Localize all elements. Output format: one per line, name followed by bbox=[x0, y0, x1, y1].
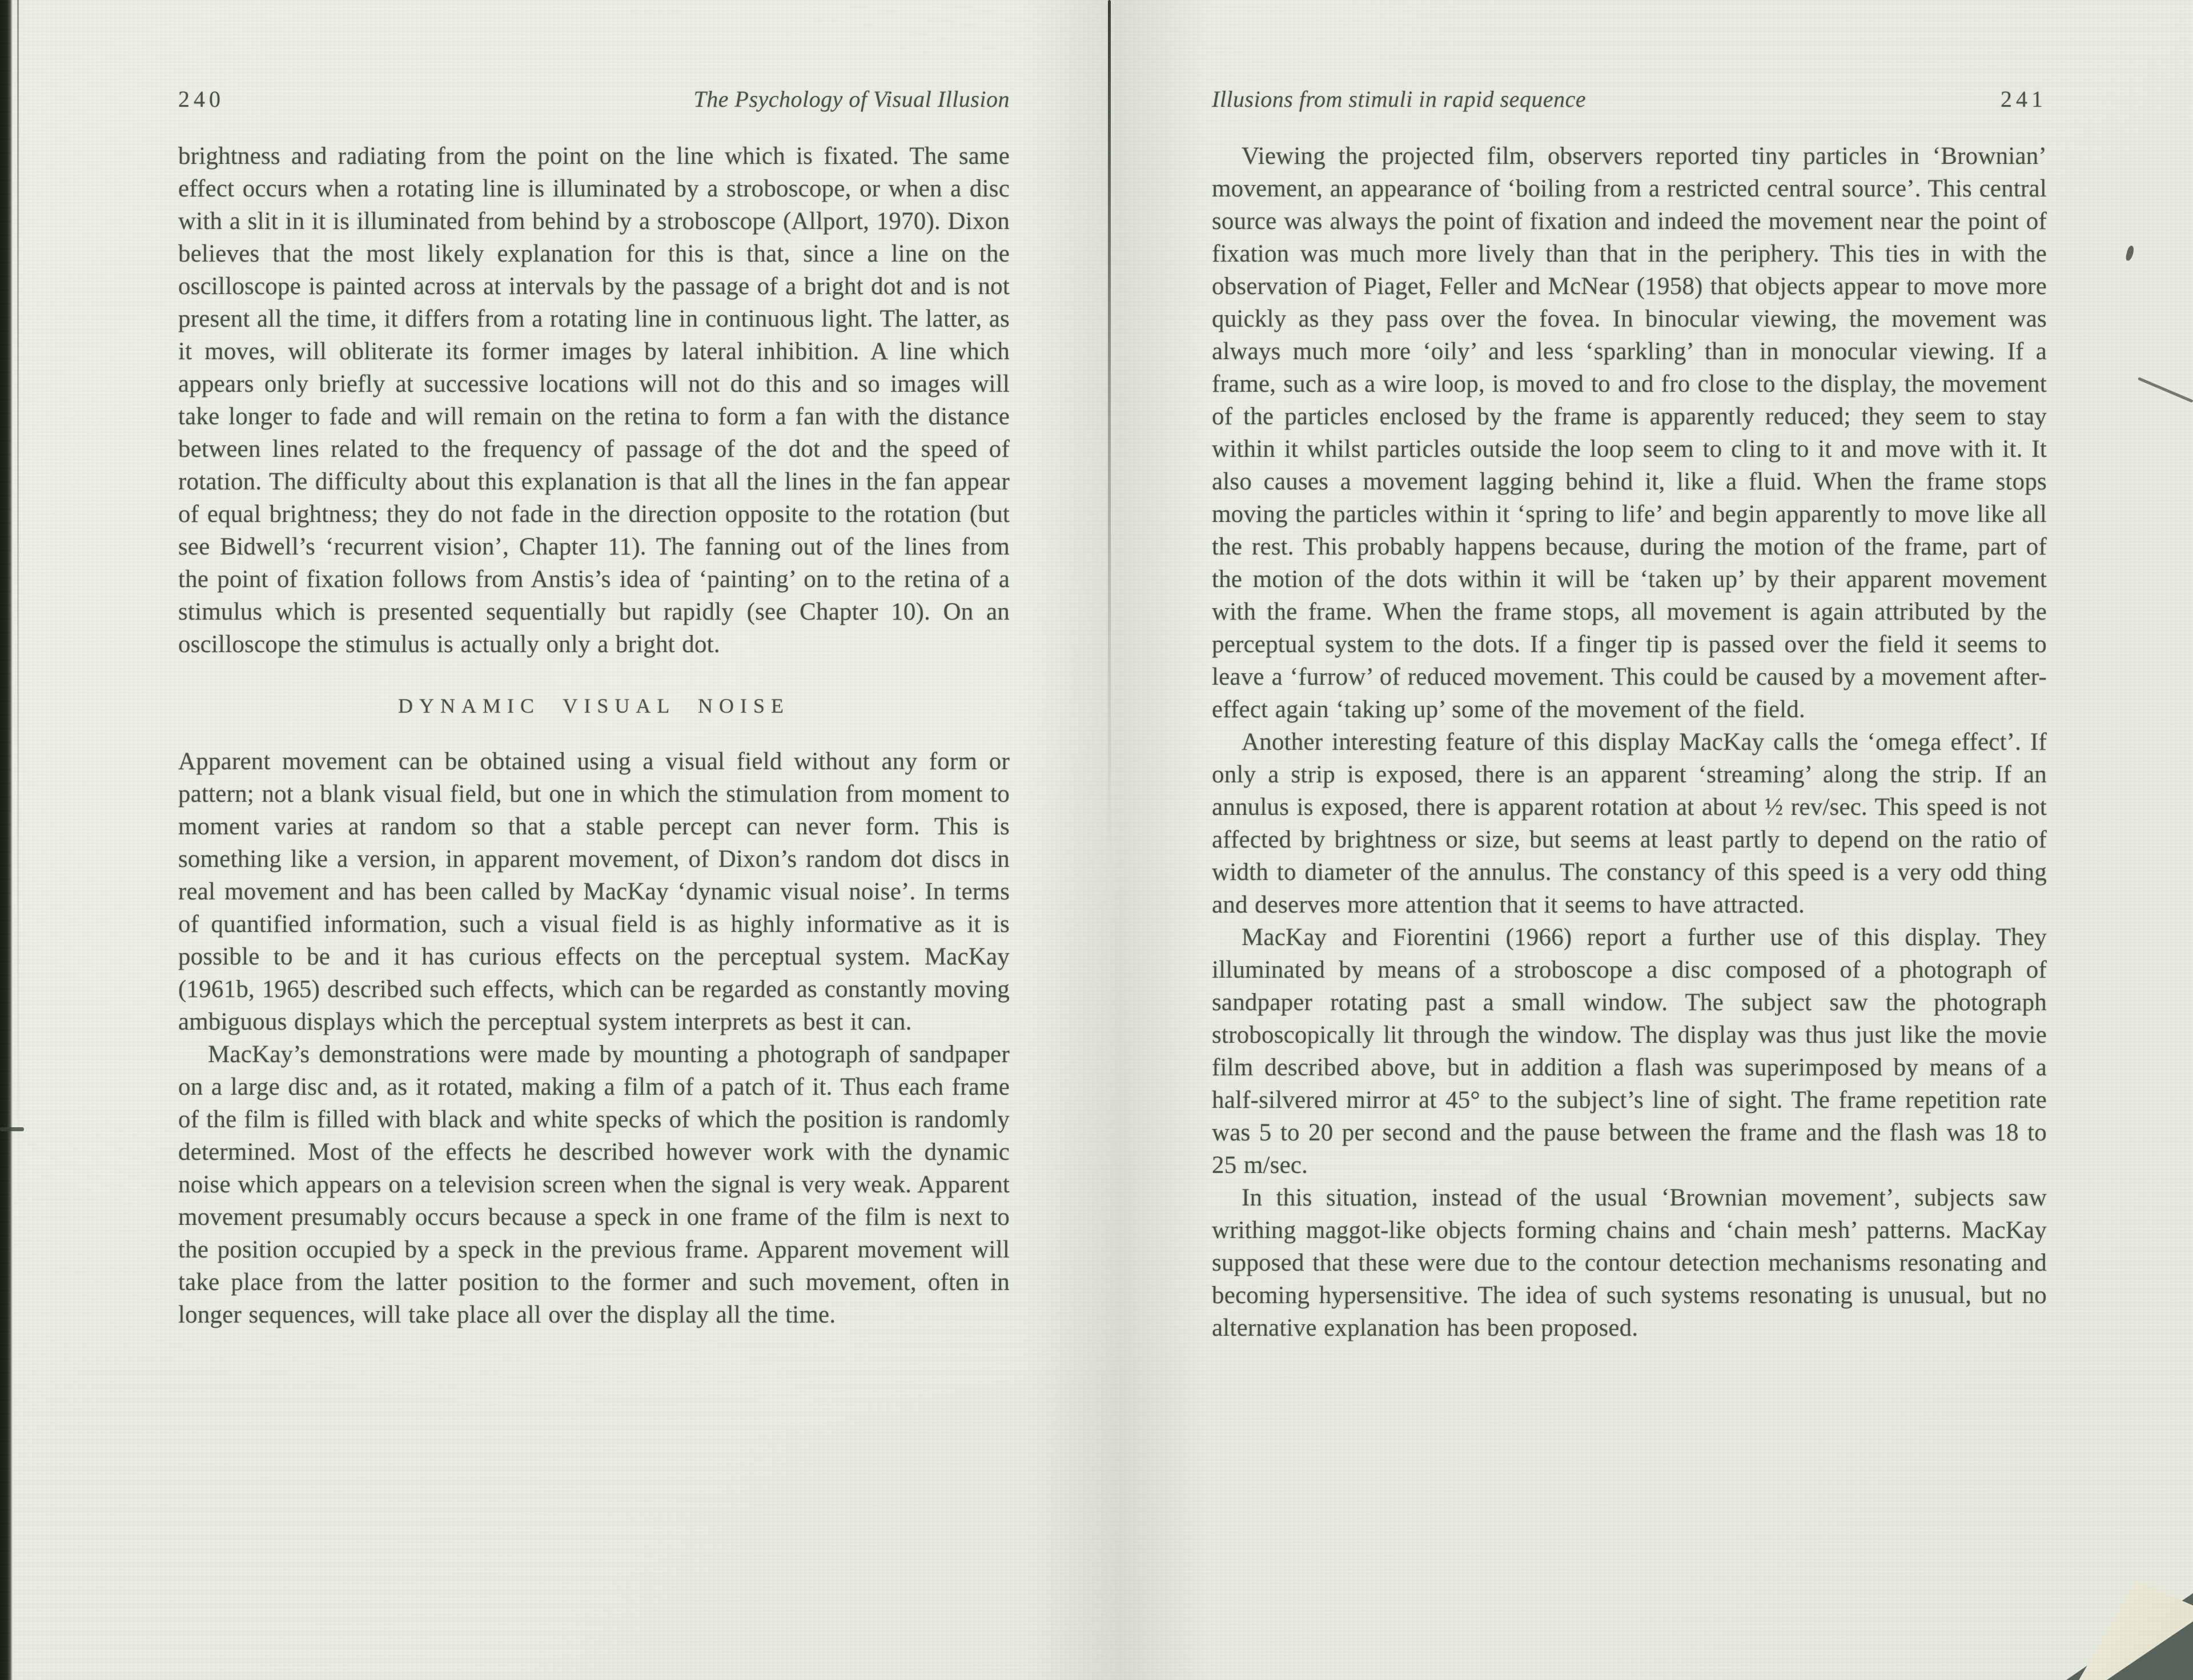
spine-crease-line bbox=[1108, 0, 1111, 868]
right-page-header bbox=[1212, 86, 2047, 113]
paragraph: Another interesting feature of this display MacKay calls the ‘omega effect’. If only a strip is exposed, there is an apparent ‘streaming’ along the strip. If an annulus is exposed, there is apparent rotation at about ½ rev/sec. This speed is not affected by brightness or size, but seems at least partly to depend on the ratio of width to diameter of the annulus. The constancy of this speed is a very odd thing and deserves more attention that it seems to have attracted. bbox=[1212, 729, 2047, 918]
left-page-number: 240 bbox=[178, 86, 224, 112]
left-page-body bbox=[178, 140, 1010, 1331]
paragraph: MacKay’s demonstrations were made by mounting a photograph of sandpaper on a large disc and, as it rotated, making a film of a patch of it. Thus each frame of the film is filled with black and white specks of which the position is randomly determined. Most of the effects he described however work with the dynamic noise which appears on a television screen when the signal is very weak. Apparent movement presumably occurs because a speck in one frame of the film is next to the position occupied by a speck in the previous frame. Apparent movement will take place from the latter position to the former and such movement, often in longer sequences, will take place all over the display all the time. bbox=[178, 1041, 1010, 1328]
scan-mark-ink-fleck bbox=[2125, 245, 2135, 262]
section-heading: DYNAMIC VISUAL NOISE bbox=[397, 694, 790, 717]
right-running-head: Illusions from stimuli in rapid sequence bbox=[1212, 86, 1586, 112]
right-page bbox=[1212, 86, 2047, 1344]
left-running-head: The Psychology of Visual Illusion bbox=[693, 86, 1010, 112]
paragraph: Viewing the projected film, observers reported tiny particles in ‘Brownian’ movement, an appearance of ‘boiling from a restricted central source’. This central source was always the point of fixation and indeed the movement near the point of fixation was much more lively than that in the periphery. This ties in with the observation of Piaget, Feller and McNear (1958) that objects appear to move more quickly as they pass over the fovea. In binocular viewing, the movement was always much more ‘oily’ and less ‘sparkling’ than in monocular viewing. If a frame, such as a wire loop, is moved to and fro close to the display, the movement of the particles enclosed by the frame is apparently reduced; they seem to stay within it whilst particles outside the loop seem to cling to it and move with it. It also causes a movement lagging behind it, like a fluid. When the frame stops moving the particles within it ‘spring to life’ and begin apparently to move like all the rest. This probably happens because, during the motion of the frame, part of the motion of the dots within it will be ‘taken up’ by their apparent movement with the frame. When the frame stops, all movement is again attributed by the perceptual system to the dots. If a finger tip is passed over the field it seems to leave a ‘furrow’ of reduced movement. This could be caused by a movement after-effect again ‘taking up’ some of the movement of the field. bbox=[1212, 143, 2047, 723]
right-page-number: 241 bbox=[2001, 86, 2047, 112]
left-page bbox=[178, 86, 1010, 1331]
left-page-header bbox=[178, 86, 1010, 113]
paragraph: In this situation, instead of the usual ‘Brownian movement’, subjects saw writhing maggot-like objects forming chains and ‘chain mesh’ patterns. MacKay supposed that these were due to the contour detection mechanisms resonating and becoming hypersensitive. The idea of such systems resonating is unusual, but no alternative explanation has been proposed. bbox=[1212, 1184, 2047, 1341]
scan-mark-left-dash bbox=[0, 1127, 24, 1131]
gutter-shadow bbox=[1022, 0, 1211, 1680]
paragraph: MacKay and Fiorentini (1966) report a further use of this display. They illuminated by means of a stroboscope a disc composed of a photograph of sandpaper rotating past a small window. The subject saw the photograph stroboscopically lit through the window. The display was thus just like the movie film described above, but in addition a flash was superimposed by means of a half-silvered mirror at 45° to the subject’s line of sight. The frame repetition rate was 5 to 20 per second and the pause between the frame and the flash was 18 to 25 m/sec. bbox=[1212, 924, 2047, 1179]
right-page-body bbox=[1212, 140, 2047, 1344]
paragraph: brightness and radiating from the point on the line which is fixated. The same effect occurs when a rotating line is illuminated by a stroboscope, or when a disc with a slit in it is illuminated from behind by a stroboscope (Allport, 1970). Dixon believes that the most likely explanation for this is that, since a line on the oscilloscope is painted across at intervals by the passage of a bright dot and is not present all the time, it differs from a rotating line in continuous light. The latter, as it moves, will obliterate its former images by lateral inhibition. A line which appears only briefly at successive locations will not do this and so images will take longer to fade and will remain on the retina to form a fan with the distance between lines related to the frequency of passage of the dot and the speed of rotation. The difficulty about this explanation is that all the lines in the fan appear of equal brightness; they do not fade in the direction opposite to the rotation (but see Bidwell’s ‘recurrent vision’, Chapter 11). The fanning out of the lines from the point of fixation follows from Anstis’s idea of ‘painting’ on to the retina of a stimulus which is presented sequentially but rapidly (see Chapter 10). On an oscilloscope the stimulus is actually only a bright dot. bbox=[178, 143, 1010, 658]
book-page-block-edge bbox=[0, 0, 13, 1680]
book-edge-inner-line bbox=[17, 0, 19, 1209]
scan-mark-pen-stroke bbox=[2138, 377, 2193, 403]
paragraph: Apparent movement can be obtained using a visual field without any form or pattern; not a blank visual field, but one in which the stimulation from moment to moment varies at random so that a stable percept can never form. This is something like a version, in apparent movement, of Dixon’s random dot discs in real movement and has been called by MacKay ‘dynamic visual noise’. In terms of quantified information, such a visual field is as highly informative as it is possible to be and it has curious effects on the perceptual system. MacKay (1961b, 1965) described such effects, which can be regarded as constantly moving ambiguous displays which the perceptual system interprets as best it can. bbox=[178, 748, 1010, 1035]
